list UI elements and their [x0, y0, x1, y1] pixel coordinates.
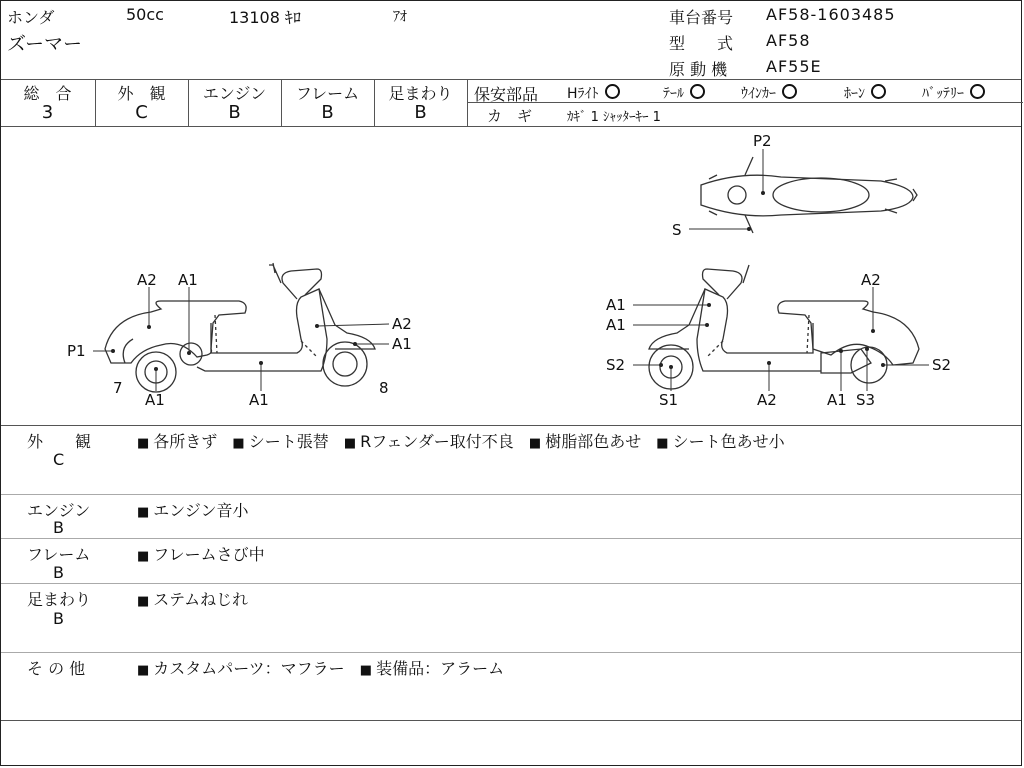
- scooter-top-view-drawing: [701, 157, 917, 233]
- diagram-label: A1: [606, 316, 626, 334]
- diagram-label: A1: [178, 271, 198, 289]
- ok-circle-icon: [690, 84, 705, 99]
- section-grade-suspension: B: [53, 609, 64, 628]
- section-items-engine: ■ エンジン音小: [137, 501, 249, 520]
- section-items-exterior: ■ 各所きず ■ シート張替 ■ Rフェンダー取付不良 ■ 樹脂部色あせ ■ シート色あせ小: [137, 432, 785, 451]
- diagram-label: A1: [145, 391, 165, 409]
- grade-label-overall: 総 合: [23, 84, 72, 103]
- color: ｱｵ: [393, 9, 407, 25]
- diagram-label: A1: [392, 335, 412, 353]
- diagram-label: A2: [861, 271, 881, 289]
- engine-label: 原 動 機: [669, 60, 728, 79]
- ok-circle-icon: [605, 84, 620, 99]
- diagram-label: A2: [757, 391, 777, 409]
- diagram-label: A1: [827, 391, 847, 409]
- section-title-other: そ の 他: [27, 659, 86, 678]
- note-item: ステムねじれ: [153, 590, 249, 609]
- grade-value-overall: 3: [41, 102, 54, 123]
- section-grade-engine: B: [53, 518, 64, 537]
- diagram-label: S1: [659, 391, 679, 409]
- diagram-label: S2: [932, 356, 952, 374]
- section-title-exterior: 外 観: [27, 432, 92, 451]
- note-item: エンジン音小: [153, 501, 249, 520]
- grade-value-engine: B: [228, 102, 241, 123]
- section-items-other: ■ カスタムパーツ：マフラー ■ 装備品：アラーム: [137, 659, 505, 678]
- section-items-frame: ■ フレームさび中: [137, 545, 265, 564]
- diagram-label: A1: [606, 296, 626, 314]
- grade-label-exterior: 外 観: [117, 84, 166, 103]
- grade-label-engine: エンジン: [202, 84, 267, 103]
- frame-label: 車台番号: [669, 8, 734, 27]
- grade-value-frame: B: [321, 102, 334, 123]
- section-grade-frame: B: [53, 563, 64, 582]
- ok-circle-icon: [970, 84, 985, 99]
- safety-item-horn: ﾎｰﾝ: [844, 83, 886, 103]
- key-label: カ ギ: [487, 107, 533, 125]
- safety-item-headlight: Hﾗｲﾄ: [567, 83, 620, 103]
- section-grade-exterior: C: [53, 450, 65, 469]
- safety-item-tail: ﾃｰﾙ: [663, 83, 705, 103]
- grade-label-frame: フレーム: [295, 84, 360, 103]
- note-item: 各所きず: [153, 432, 218, 451]
- maker: ホンダ: [7, 8, 55, 27]
- grade-value-exterior: C: [135, 102, 148, 123]
- diagram-label: S: [672, 221, 682, 239]
- frame-number: AF58-1603485: [766, 5, 896, 24]
- divider: [1, 79, 1021, 80]
- note-item: Rフェンダー取付不良: [360, 432, 514, 451]
- diagram-label: A1: [249, 391, 269, 409]
- note-item: フレームさび中: [153, 545, 265, 564]
- note-item: カスタムパーツ：マフラー: [153, 659, 345, 678]
- key-value: ｶｷﾞ 1 ｼｬｯﾀｰｷｰ 1: [567, 110, 661, 125]
- section-items-suspension: ■ ステムねじれ: [137, 590, 249, 609]
- section-title-engine: エンジン: [27, 501, 91, 520]
- diagram-label: P2: [753, 132, 772, 150]
- ok-circle-icon: [871, 84, 886, 99]
- diagram-label: A2: [392, 315, 412, 333]
- section-title-suspension: 足まわり: [27, 590, 92, 609]
- damage-diagram: [1, 127, 1023, 425]
- safety-item-winker: ｳｲﾝｶｰ: [741, 83, 797, 103]
- diagram-label: P1: [67, 342, 86, 360]
- safety-item-battery: ﾊﾞｯﾃﾘｰ: [922, 83, 985, 103]
- model-name: ズーマー: [7, 33, 83, 55]
- note-item: 樹脂部色あせ: [545, 432, 642, 451]
- mileage: 13108 ｷﾛ: [229, 8, 301, 27]
- note-item: 装備品：アラーム: [376, 659, 505, 678]
- diagram-label: 8: [379, 379, 389, 397]
- grade-label-suspension: 足まわり: [388, 84, 453, 103]
- ok-circle-icon: [782, 84, 797, 99]
- diagram-label: S3: [856, 391, 876, 409]
- engine-value: AF55E: [766, 57, 822, 76]
- diagram-label: 7: [113, 379, 123, 397]
- grade-value-suspension: B: [414, 102, 427, 123]
- displacement: 50cc: [126, 5, 164, 24]
- safety-label: 保安部品: [474, 85, 539, 104]
- diagram-label: S2: [606, 356, 626, 374]
- section-title-frame: フレーム: [27, 545, 91, 564]
- note-item: シート張替: [248, 432, 329, 451]
- type-value: AF58: [766, 31, 811, 50]
- type-label: 型 式: [669, 34, 734, 53]
- note-item: シート色あせ小: [672, 432, 785, 451]
- diagram-label: A2: [137, 271, 157, 289]
